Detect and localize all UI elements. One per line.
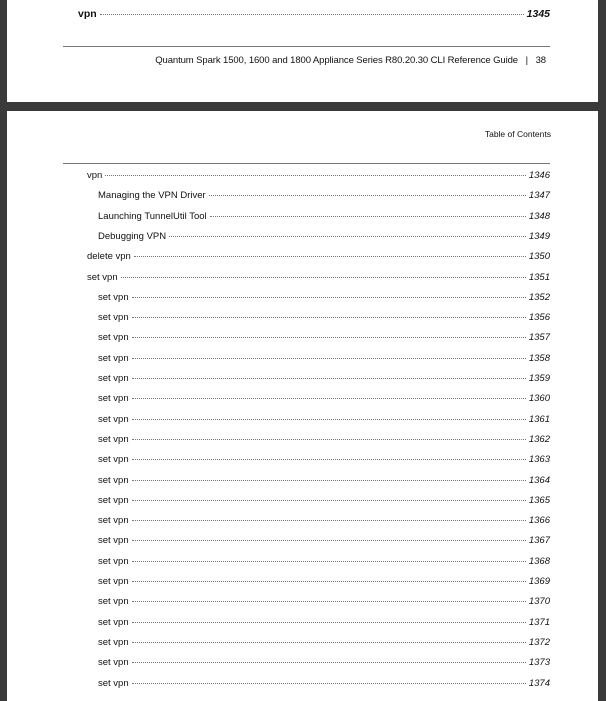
toc-entry-label: delete vpn	[87, 251, 131, 263]
toc-entry-page: 1363	[528, 454, 550, 466]
toc-entry-page: 1350	[528, 251, 550, 263]
dot-leader	[132, 419, 526, 420]
toc-entry[interactable]	[98, 292, 550, 303]
dot-leader	[132, 398, 526, 399]
dot-leader	[132, 480, 526, 481]
toc-entry-vpn[interactable]	[78, 8, 550, 20]
page-footer	[155, 55, 546, 66]
toc-entry-page: 1365	[528, 494, 550, 506]
toc-entry-page: 1348	[528, 210, 550, 222]
toc-entry-label: set vpn	[98, 454, 129, 466]
toc-entry[interactable]	[98, 495, 550, 506]
toc-entry-page: 1371	[528, 616, 550, 628]
toc-entry[interactable]	[98, 211, 550, 222]
toc-entry-label: set vpn	[98, 535, 129, 547]
dot-leader	[132, 500, 526, 501]
toc-entry[interactable]	[98, 617, 550, 628]
toc-entry-page: 1357	[528, 332, 550, 344]
header-rule	[63, 163, 550, 164]
toc-entry-page: 1352	[528, 291, 550, 303]
toc-entry-label: set vpn	[98, 474, 129, 486]
toc-entry-label: set vpn	[98, 555, 129, 567]
toc-entry[interactable]	[87, 272, 550, 283]
dot-leader	[134, 256, 526, 257]
dot-leader	[121, 277, 526, 278]
page-header: Table of Contents	[484, 129, 551, 139]
dot-leader	[132, 540, 526, 541]
toc-entry-label: set vpn	[98, 494, 129, 506]
toc-entry[interactable]	[98, 332, 550, 343]
toc-entry-label: set vpn	[98, 332, 129, 344]
toc-entry-page: 1360	[528, 393, 550, 405]
toc-entry-label: set vpn	[98, 636, 129, 648]
toc-entry-page: 1367	[528, 535, 550, 547]
toc-entry-label: set vpn	[98, 515, 129, 527]
dot-leader	[132, 622, 526, 623]
dot-leader	[132, 337, 526, 338]
toc-entry-label: set vpn	[98, 352, 129, 364]
toc-entry-label: set vpn	[98, 312, 129, 324]
toc-entry[interactable]	[98, 535, 550, 546]
toc-entry-page: 1370	[528, 596, 550, 608]
toc-entry-page: 1346	[528, 170, 550, 181]
dot-leader	[209, 195, 526, 196]
toc-entry-label: set vpn	[98, 291, 129, 303]
toc-entry[interactable]	[98, 190, 550, 201]
toc-entry-page: 1373	[528, 657, 550, 669]
toc-entry[interactable]	[98, 373, 550, 384]
dot-leader	[132, 317, 526, 318]
dot-leader	[210, 216, 526, 217]
toc-entry[interactable]	[98, 556, 550, 567]
toc-entry-page: 1356	[528, 312, 550, 324]
dot-leader	[132, 520, 526, 521]
dot-leader	[100, 14, 524, 15]
toc-entry-page: 1364	[528, 474, 550, 486]
toc-entry[interactable]	[98, 414, 550, 425]
toc-entry-page: 1372	[528, 636, 550, 648]
toc-entry-label: Managing the VPN Driver	[98, 190, 206, 202]
footer-rule	[63, 46, 550, 47]
toc-entry-page: 1358	[528, 352, 550, 364]
toc-entry[interactable]	[98, 515, 550, 526]
toc-entry-label: vpn	[78, 8, 97, 20]
footer-page-number: 38	[535, 55, 546, 66]
footer-title: Quantum Spark 1500, 1600 and 1800 Appliance Series R80.20.30 CLI Reference Guide	[155, 55, 518, 66]
dot-leader	[132, 561, 526, 562]
dot-leader	[132, 378, 526, 379]
toc-entry-label: set vpn	[98, 433, 129, 445]
toc-entry-label: set vpn	[98, 616, 129, 628]
toc-entry-label: vpn	[87, 170, 103, 181]
toc-entry-label: set vpn	[98, 576, 129, 587]
toc-entry-page: 1374	[528, 677, 550, 689]
toc-entry-label: set vpn	[98, 677, 129, 689]
current-page	[7, 111, 598, 701]
toc-entry[interactable]	[98, 434, 550, 445]
toc-entry[interactable]	[98, 312, 550, 323]
toc-entry[interactable]	[98, 576, 550, 587]
toc-entry-page: 1366	[528, 515, 550, 527]
toc-entry[interactable]	[98, 454, 550, 465]
toc-entry-page: 1369	[528, 576, 550, 587]
dot-leader	[132, 683, 526, 684]
dot-leader	[132, 297, 526, 298]
toc-entry-label: Debugging VPN	[98, 230, 167, 242]
toc-entry[interactable]	[98, 353, 550, 364]
dot-leader	[105, 175, 526, 176]
toc-entry-label: set vpn	[98, 413, 129, 425]
dot-leader	[132, 662, 526, 663]
toc-entry[interactable]	[98, 657, 550, 668]
toc-entry-label: set vpn	[98, 373, 129, 384]
previous-page	[7, 0, 598, 102]
toc-entry-label: Launching TunnelUtil Tool	[98, 210, 207, 222]
toc-entry-label: set vpn	[98, 596, 129, 608]
toc-entry[interactable]	[98, 393, 550, 404]
toc-entry-page: 1361	[528, 413, 550, 425]
toc-entry[interactable]	[87, 170, 550, 181]
dot-leader	[132, 459, 526, 460]
toc-entry[interactable]	[98, 678, 550, 689]
dot-leader	[132, 642, 526, 643]
toc-entry[interactable]	[98, 231, 550, 242]
toc-entry[interactable]	[98, 596, 550, 607]
toc-entry-page: 1347	[528, 190, 550, 202]
toc-entry-page: 1368	[528, 555, 550, 567]
toc-entry-page: 1351	[528, 271, 550, 283]
toc-entry-page: 1359	[528, 373, 550, 384]
toc-entry-page: 1345	[526, 8, 550, 20]
toc-entry[interactable]	[87, 251, 550, 262]
dot-leader	[169, 236, 526, 237]
toc-entry-page: 1349	[528, 230, 550, 242]
dot-leader	[132, 601, 526, 602]
toc-entry-label: set vpn	[98, 393, 129, 405]
dot-leader	[132, 581, 526, 582]
footer-separator: |	[525, 55, 528, 66]
toc-entry[interactable]	[98, 475, 550, 486]
toc-entry-label: set vpn	[98, 657, 129, 669]
dot-leader	[132, 439, 526, 440]
toc-entry-page: 1362	[528, 433, 550, 445]
dot-leader	[132, 358, 526, 359]
toc-entry-label: set vpn	[87, 271, 118, 283]
toc-entry[interactable]	[98, 637, 550, 648]
